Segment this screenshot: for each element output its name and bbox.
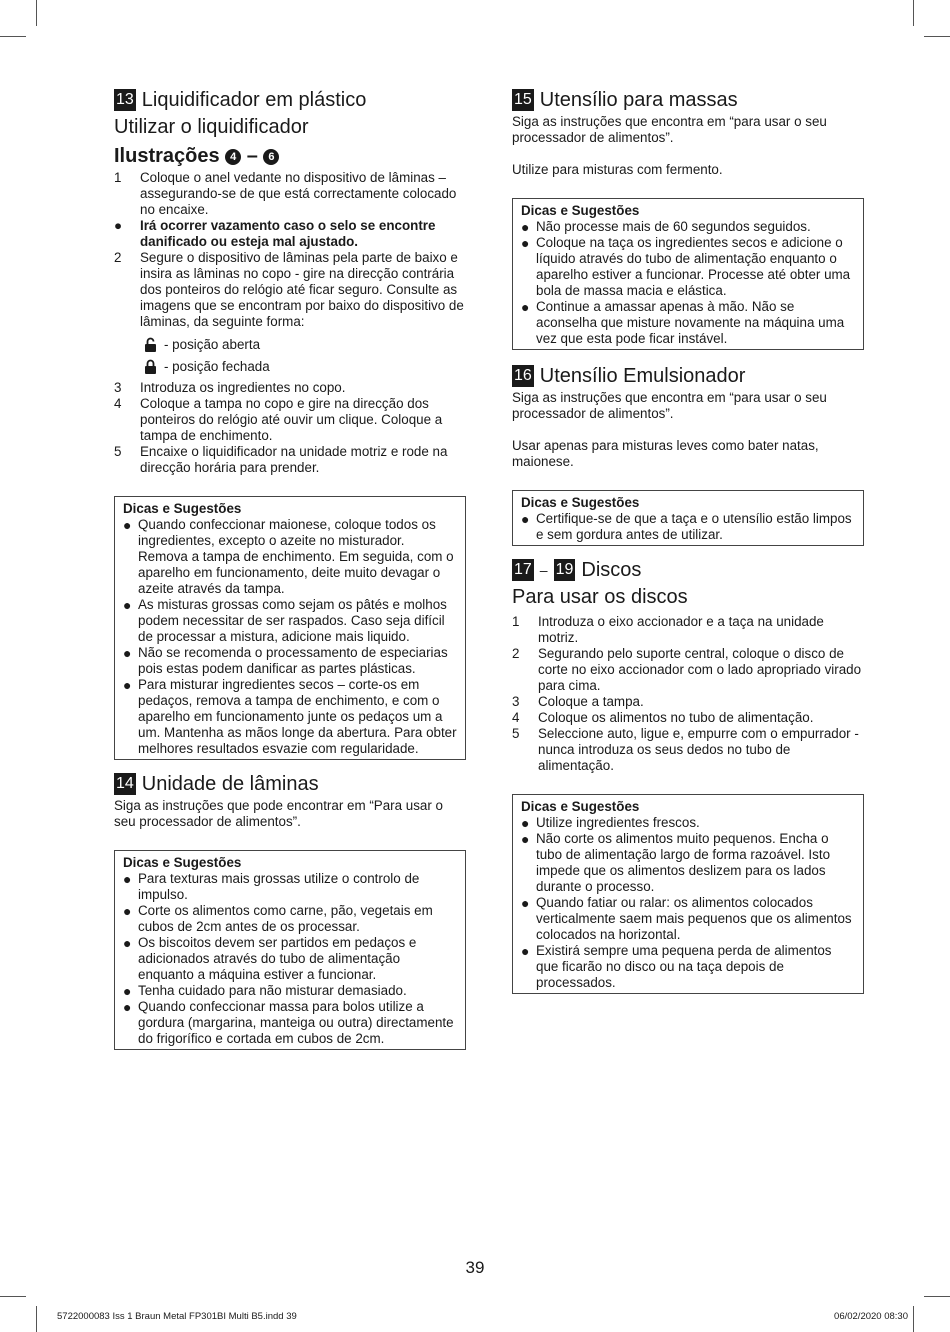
bullet-icon: ● xyxy=(123,903,132,919)
crop-mark xyxy=(913,1306,914,1332)
list-item xyxy=(114,170,466,218)
illustrations-label: Ilustrações xyxy=(114,145,220,167)
tip-text: Não se recomenda o processamento de especiarias pois estas podem danificar as partes plásticas. xyxy=(138,645,448,676)
bullet-icon: ● xyxy=(123,597,132,613)
list-item xyxy=(512,694,864,710)
section-number: 14 xyxy=(114,773,136,795)
tip-text: Utilize ingredientes frescos. xyxy=(536,815,700,830)
section-14-text: Siga as instruções que pode encontrar em “Para usar o seu processador de alimentos”. xyxy=(114,798,443,829)
list-item xyxy=(521,943,855,991)
crop-mark xyxy=(36,0,37,26)
lock-open-row xyxy=(114,334,466,356)
bullet-icon: ● xyxy=(521,815,530,831)
discs-steps xyxy=(512,614,864,774)
crop-mark xyxy=(0,36,26,37)
left-column xyxy=(114,88,466,1050)
bullet-marker: ● xyxy=(114,218,123,233)
section-16-text: Usar apenas para misturas leves como bater natas, maionese. xyxy=(512,438,819,469)
bullet-icon: ● xyxy=(521,895,530,911)
list-item xyxy=(114,380,466,396)
step-text: Seleccione auto, ligue e, empurre com o empurrador - nunca introduza os seus dedos no tubo de alimentação. xyxy=(538,726,859,773)
tip-text: Para texturas mais grossas utilize o controlo de impulso. xyxy=(138,871,420,902)
section-16-heading xyxy=(512,364,864,388)
step-text: Segure o dispositivo de lâminas pela parte de baixo e insira as lâminas no copo - gire na direcção contrária dos ponteiros do relógio até ficar seguro. Consulte as imagens que se encontram por baixo do dispositivo de lâminas, da seguinte forma: xyxy=(140,250,464,329)
illustrations-heading xyxy=(114,144,466,168)
tip-text: Tenha cuidado para não misturar demasiado. xyxy=(138,983,407,998)
blender-steps-a xyxy=(114,170,466,330)
print-footer-file: 5722000083 Iss 1 Braun Metal FP301BI Multi B5.indd 39 xyxy=(57,1311,297,1322)
list-item xyxy=(512,646,864,694)
step-text: Coloque os alimentos no tubo de alimentação. xyxy=(538,710,814,725)
list-item xyxy=(114,250,466,330)
list-item xyxy=(123,517,457,597)
tip-text: Quando confeccionar maionese, coloque todos os ingredientes, excepto o azeite no misturador. Remova a tampa de enchimento. Em seguida, com o aparelho em funcionamento, deite muito devagar o azeite através da tampa. xyxy=(138,517,454,596)
section-16-text: Siga as instruções que encontra em “para usar o seu processador de alimentos”. xyxy=(512,390,827,421)
tips-list xyxy=(521,815,855,991)
step-number: 2 xyxy=(512,646,520,661)
step-text: Coloque o anel vedante no dispositivo de lâminas – assegurando-se de que está correctamente colocado no encaixe. xyxy=(140,170,457,217)
tip-text: Não corte os alimentos muito pequenos. Encha o tubo de alimentação largo de forma razoável. Isto impede que os alimentos deslizem para os lados durante o processo. xyxy=(536,831,831,894)
tip-text: Não processe mais de 60 segundos seguidos. xyxy=(536,219,811,234)
section-range-dash: – xyxy=(539,562,548,578)
blender-steps-b xyxy=(114,380,466,476)
tips-box-discs xyxy=(512,794,864,994)
illustration-number-badge: 6 xyxy=(263,149,279,165)
illustration-number-badge: 4 xyxy=(225,149,241,165)
bullet-icon: ● xyxy=(521,943,530,959)
step-text: Introduza o eixo accionador e a taça na unidade motriz. xyxy=(538,614,824,645)
section-15-text: Utilize para misturas com fermento. xyxy=(512,162,723,177)
section-number: 19 xyxy=(554,559,576,581)
section-13-heading xyxy=(114,88,466,112)
use-discs-heading: Para usar os discos xyxy=(512,586,688,608)
step-number: 3 xyxy=(512,694,520,709)
section-title: Utensílio para massas xyxy=(539,89,738,111)
crop-mark xyxy=(924,36,950,37)
list-item xyxy=(521,815,855,831)
section-15-text: Siga as instruções que encontra em “para usar o seu processador de alimentos”. xyxy=(512,114,827,145)
bullet-icon: ● xyxy=(123,677,132,693)
bullet-icon: ● xyxy=(521,235,530,251)
section-17-19-heading xyxy=(512,558,864,582)
step-number: 4 xyxy=(512,710,520,725)
step-text: Coloque a tampa. xyxy=(538,694,644,709)
section-number: 16 xyxy=(512,365,534,387)
section-number: 15 xyxy=(512,89,534,111)
list-item xyxy=(512,710,864,726)
tips-title: Dicas e Sugestões xyxy=(123,855,242,870)
tip-text: Quando fatiar ou ralar: os alimentos colocados verticalmente saem mais pequenos que os alimentos colocados na horizontal. xyxy=(536,895,852,942)
right-column xyxy=(512,88,864,994)
section-14-heading xyxy=(114,772,466,796)
tip-text: Certifique-se de que a taça e o utensílio estão limpos e sem gordura antes de utilizar. xyxy=(536,511,852,542)
section-title: Liquidificador em plástico xyxy=(141,89,367,111)
section-title: Discos xyxy=(581,559,642,581)
tip-text: Coloque na taça os ingredientes secos e adicione o líquido através do tubo de alimentação enquanto o aparelho estiver a funcionar. Processe até obter uma bola de massa macia e elástica. xyxy=(536,235,851,298)
step-number: 1 xyxy=(114,170,122,185)
tips-title: Dicas e Sugestões xyxy=(521,799,640,814)
bullet-icon: ● xyxy=(123,999,132,1015)
tips-box-blender xyxy=(114,496,466,760)
list-item xyxy=(521,511,855,543)
step-text: Introduza os ingredientes no copo. xyxy=(140,380,346,395)
list-item xyxy=(123,597,457,645)
section-title: Unidade de lâminas xyxy=(141,773,319,795)
step-number: 5 xyxy=(114,444,122,459)
section-15-heading xyxy=(512,88,864,112)
unlocked-padlock-icon xyxy=(144,337,158,353)
list-item xyxy=(114,396,466,444)
bullet-icon: ● xyxy=(521,219,530,235)
list-item xyxy=(521,895,855,943)
list-item xyxy=(521,299,855,347)
list-item xyxy=(114,218,466,250)
bullet-icon: ● xyxy=(521,299,530,315)
lock-closed-row xyxy=(114,356,466,378)
step-text: Segurando pelo suporte central, coloque o disco de corte no eixo accionador com o lado apropriado virado para cima. xyxy=(538,646,862,693)
crop-mark xyxy=(0,1296,26,1297)
list-item xyxy=(512,614,864,646)
bullet-icon: ● xyxy=(123,983,132,999)
section-title: Utensílio Emulsionador xyxy=(539,365,746,387)
crop-mark xyxy=(36,1306,37,1332)
tips-list xyxy=(123,871,457,1047)
bullet-icon: ● xyxy=(123,517,132,533)
warning-text: Irá ocorrer vazamento caso o selo se encontre danificado ou esteja mal ajustado. xyxy=(140,218,436,249)
tip-text: Os biscoitos devem ser partidos em pedaços e adicionados através do tubo de alimentação enquanto a máquina estiver a funcionar. xyxy=(138,935,417,982)
list-item xyxy=(123,903,457,935)
step-text: Coloque a tampa no copo e gire na direcção dos ponteiros do relógio até ouvir um clique. Coloque a tampa de enchimento. xyxy=(140,396,443,443)
step-number: 2 xyxy=(114,250,122,265)
step-number: 1 xyxy=(512,614,520,629)
list-item xyxy=(521,235,855,299)
tip-text: As misturas grossas como sejam os pâtés e molhos podem necessitar de ser raspados. Caso seja difícil de processar a mistura, adicione mais liquido. xyxy=(138,597,447,644)
bullet-icon: ● xyxy=(521,831,530,847)
section-number: 13 xyxy=(114,89,136,111)
print-footer-date: 06/02/2020 08:30 xyxy=(834,1311,908,1322)
use-blender-heading: Utilizar o liquidificador xyxy=(114,116,309,138)
step-number: 3 xyxy=(114,380,122,395)
list-item xyxy=(123,999,457,1047)
tips-title: Dicas e Sugestões xyxy=(521,203,640,218)
tips-list xyxy=(521,511,855,543)
list-item xyxy=(123,645,457,677)
tips-box-emulsifier xyxy=(512,490,864,546)
tip-text: Continue a amassar apenas à mão. Não se aconselha que misture novamente na máquina uma vez que esta pode ficar instável. xyxy=(536,299,845,346)
tips-box-blade-unit xyxy=(114,850,466,1050)
list-item xyxy=(123,871,457,903)
bullet-icon: ● xyxy=(123,645,132,661)
list-item xyxy=(123,935,457,983)
tip-text: Quando confeccionar massa para bolos utilize a gordura (margarina, manteiga ou outra) directamente do frigorífico e cortada em cubos de 2cm. xyxy=(138,999,454,1046)
tips-title: Dicas e Sugestões xyxy=(521,495,640,510)
bullet-icon: ● xyxy=(123,871,132,887)
tips-box-dough xyxy=(512,198,864,350)
bullet-icon: ● xyxy=(123,935,132,951)
step-number: 4 xyxy=(114,396,122,411)
tip-text: Existirá sempre uma pequena perda de alimentos que ficarão no disco ou na taça depois de processados. xyxy=(536,943,832,990)
illustration-dash: – xyxy=(246,145,258,167)
crop-mark xyxy=(913,0,914,26)
list-item xyxy=(123,677,457,757)
locked-padlock-icon xyxy=(144,359,158,375)
tips-list xyxy=(123,517,457,757)
lock-open-label: - posição aberta xyxy=(164,337,261,352)
step-number: 5 xyxy=(512,726,520,741)
tip-text: Corte os alimentos como carne, pão, vegetais em cubos de 2cm antes de os processar. xyxy=(138,903,433,934)
list-item xyxy=(521,219,855,235)
list-item xyxy=(123,983,457,999)
list-item xyxy=(114,444,466,476)
step-text: Encaixe o liquidificador na unidade motriz e rode na direcção horária para prender. xyxy=(140,444,448,475)
tips-list xyxy=(521,219,855,347)
page-number: 39 xyxy=(465,1258,485,1277)
crop-mark xyxy=(924,1296,950,1297)
tips-title: Dicas e Sugestões xyxy=(123,501,242,516)
section-number: 17 xyxy=(512,559,534,581)
lock-closed-label: - posição fechada xyxy=(164,359,270,374)
bullet-icon: ● xyxy=(521,511,530,527)
tip-text: Para misturar ingredientes secos – corte-os em pedaços, remova a tampa de enchimento, e com o aparelho em funcionamento junte os pedaços um a um. Mantenha as mãos longe da abertura. Para obter melhores resultados esvazie com regularidade. xyxy=(138,677,457,756)
list-item xyxy=(512,726,864,774)
list-item xyxy=(521,831,855,895)
